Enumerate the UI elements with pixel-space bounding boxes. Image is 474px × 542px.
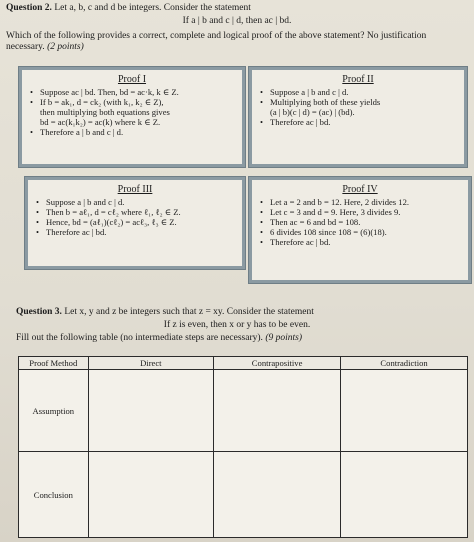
proof-3-item bbox=[34, 207, 236, 217]
proof-1-content bbox=[22, 70, 242, 164]
question2-intro: Let a, b, c and d be integers. Consider the statement bbox=[54, 3, 251, 13]
proof-2-item-text: Multiplying both of these yields bbox=[270, 97, 381, 107]
proof-3-item bbox=[34, 217, 236, 227]
table-header-row bbox=[19, 357, 468, 370]
proof-1-list bbox=[28, 87, 236, 137]
proof-1-item-text: Suppose ac | bd. Then, bd = ac·k, k ∈ Z. bbox=[40, 87, 179, 97]
proof-4-list bbox=[258, 197, 462, 247]
cell-contrapositive-conclusion[interactable] bbox=[214, 452, 341, 538]
question2-points: (2 points) bbox=[47, 42, 84, 52]
proof-1-box bbox=[18, 66, 246, 168]
proof-2-box bbox=[248, 66, 468, 168]
proof-1-item bbox=[28, 87, 236, 97]
question3-instruction: Fill out the following table (no intermediate steps are necessary). bbox=[16, 333, 263, 343]
bullet-icon: • bbox=[260, 97, 264, 107]
bullet-icon: • bbox=[260, 237, 264, 247]
proof-1-item bbox=[28, 97, 236, 107]
proof-3-title: Proof III bbox=[117, 184, 153, 195]
header-direct: Direct bbox=[88, 357, 214, 370]
proof-4-item bbox=[258, 197, 462, 207]
proof-3-content bbox=[28, 180, 242, 266]
proof-1-item-text: then multiplying both equations gives bbox=[40, 107, 170, 117]
proof-2-list bbox=[258, 87, 458, 127]
proof-4-item-text: Let c = 3 and d = 9. Here, 3 divides 9. bbox=[270, 207, 401, 217]
proof-3-item-text: Suppose a | b and c | d. bbox=[46, 197, 125, 207]
cell-contradiction-conclusion[interactable] bbox=[341, 452, 468, 538]
proof-2-item bbox=[258, 107, 458, 117]
bullet-icon: • bbox=[36, 197, 40, 207]
question2-instruction-2-line bbox=[6, 42, 84, 53]
bullet-icon: • bbox=[30, 97, 34, 107]
question3-points: (9 points) bbox=[265, 333, 302, 343]
proof-2-item bbox=[258, 117, 458, 127]
cell-contrapositive-assumption[interactable] bbox=[214, 370, 341, 452]
proof-3-item bbox=[34, 197, 236, 207]
proof-4-title: Proof IV bbox=[342, 184, 378, 195]
proof-4-content bbox=[252, 180, 468, 280]
proof-1-item bbox=[28, 107, 236, 117]
table-row bbox=[19, 452, 468, 538]
proof-2-item bbox=[258, 97, 458, 107]
question3-statement: If z is even, then x or y has to be even. bbox=[163, 320, 311, 330]
cell-direct-assumption[interactable] bbox=[88, 370, 214, 452]
proof-1-item bbox=[28, 117, 236, 127]
bullet-icon: • bbox=[36, 227, 40, 237]
bullet-icon: • bbox=[260, 197, 264, 207]
proof-4-item bbox=[258, 217, 462, 227]
proof-1-item-text: bd = ac(k₁k₂) = ac(k) where k ∈ Z. bbox=[40, 117, 161, 127]
proof-4-item-text: Then ac = 6 and bd = 108. bbox=[270, 217, 361, 227]
proof-3-item bbox=[34, 227, 236, 237]
bullet-icon: • bbox=[260, 117, 264, 127]
question3-instruction-line bbox=[16, 333, 302, 344]
proof-1-item-text: Therefore a | b and c | d. bbox=[40, 127, 124, 137]
header-proof-method: Proof Method bbox=[19, 357, 89, 370]
proof-4-item bbox=[258, 227, 462, 237]
question2-instruction-2: necessary. bbox=[6, 42, 45, 52]
bullet-icon: • bbox=[260, 217, 264, 227]
proof-3-item-text: Then b = aℓ₁, d = cℓ₂ where ℓ₁, ℓ₂ ∈ Z. bbox=[46, 207, 181, 217]
bullet-icon: • bbox=[260, 87, 264, 97]
proof-2-item bbox=[258, 87, 458, 97]
proof-3-item-text: Therefore ac | bd. bbox=[46, 227, 107, 237]
row-label-assumption: Assumption bbox=[19, 370, 89, 452]
bullet-icon: • bbox=[260, 207, 264, 217]
header-contradiction: Contradiction bbox=[341, 357, 468, 370]
proof-3-list bbox=[34, 197, 236, 237]
proof-method-table bbox=[18, 356, 468, 538]
proof-2-content bbox=[252, 70, 464, 164]
bullet-icon: • bbox=[260, 227, 264, 237]
question3-heading: Question 3. bbox=[16, 307, 62, 317]
proof-4-item-text: Therefore ac | bd. bbox=[270, 237, 331, 247]
proof-2-item-text: Suppose a | b and c | d. bbox=[270, 87, 349, 97]
proof-1-item bbox=[28, 127, 236, 137]
bullet-icon: • bbox=[36, 207, 40, 217]
proof-3-box bbox=[24, 176, 246, 270]
proof-1-item-text: If b = ak₁, d = ck₂ (with k₁, k₂ ∈ Z), bbox=[40, 97, 164, 107]
question2-line bbox=[6, 3, 251, 14]
bullet-icon: • bbox=[30, 87, 34, 97]
proof-4-item-text: Let a = 2 and b = 12. Here, 2 divides 12. bbox=[270, 197, 410, 207]
question2-heading: Question 2. bbox=[6, 3, 52, 13]
proof-4-box bbox=[248, 176, 472, 284]
proof-3-item-text: Hence, bd = (aℓ₁)(cℓ₂) = acℓ₃, ℓ₃ ∈ Z. bbox=[46, 217, 177, 227]
question3-line bbox=[16, 307, 314, 318]
question2-statement: If a | b and c | d, then ac | bd. bbox=[182, 16, 292, 26]
row-label-conclusion: Conclusion bbox=[19, 452, 89, 538]
bullet-icon: • bbox=[30, 127, 34, 137]
proof-2-item-text: Therefore ac | bd. bbox=[270, 117, 331, 127]
bullet-icon: • bbox=[36, 217, 40, 227]
cell-direct-conclusion[interactable] bbox=[88, 452, 214, 538]
proof-2-item-text: (a | b)(c | d) = (ac) | (bd). bbox=[270, 107, 355, 117]
proof-1-title: Proof I bbox=[117, 74, 147, 85]
cell-contradiction-assumption[interactable] bbox=[341, 370, 468, 452]
header-contrapositive: Contrapositive bbox=[214, 357, 341, 370]
proof-4-item-text: 6 divides 108 since 108 = (6)(18). bbox=[270, 227, 387, 237]
question2-instruction-1: Which of the following provides a correct, complete and logical proof of the above statement? No justification bbox=[6, 31, 427, 41]
proof-4-item bbox=[258, 207, 462, 217]
proof-2-title: Proof II bbox=[342, 74, 374, 85]
table-row bbox=[19, 370, 468, 452]
question3-intro: Let x, y and z be integers such that z = xy. Consider the statement bbox=[64, 307, 314, 317]
proof-4-item bbox=[258, 237, 462, 247]
